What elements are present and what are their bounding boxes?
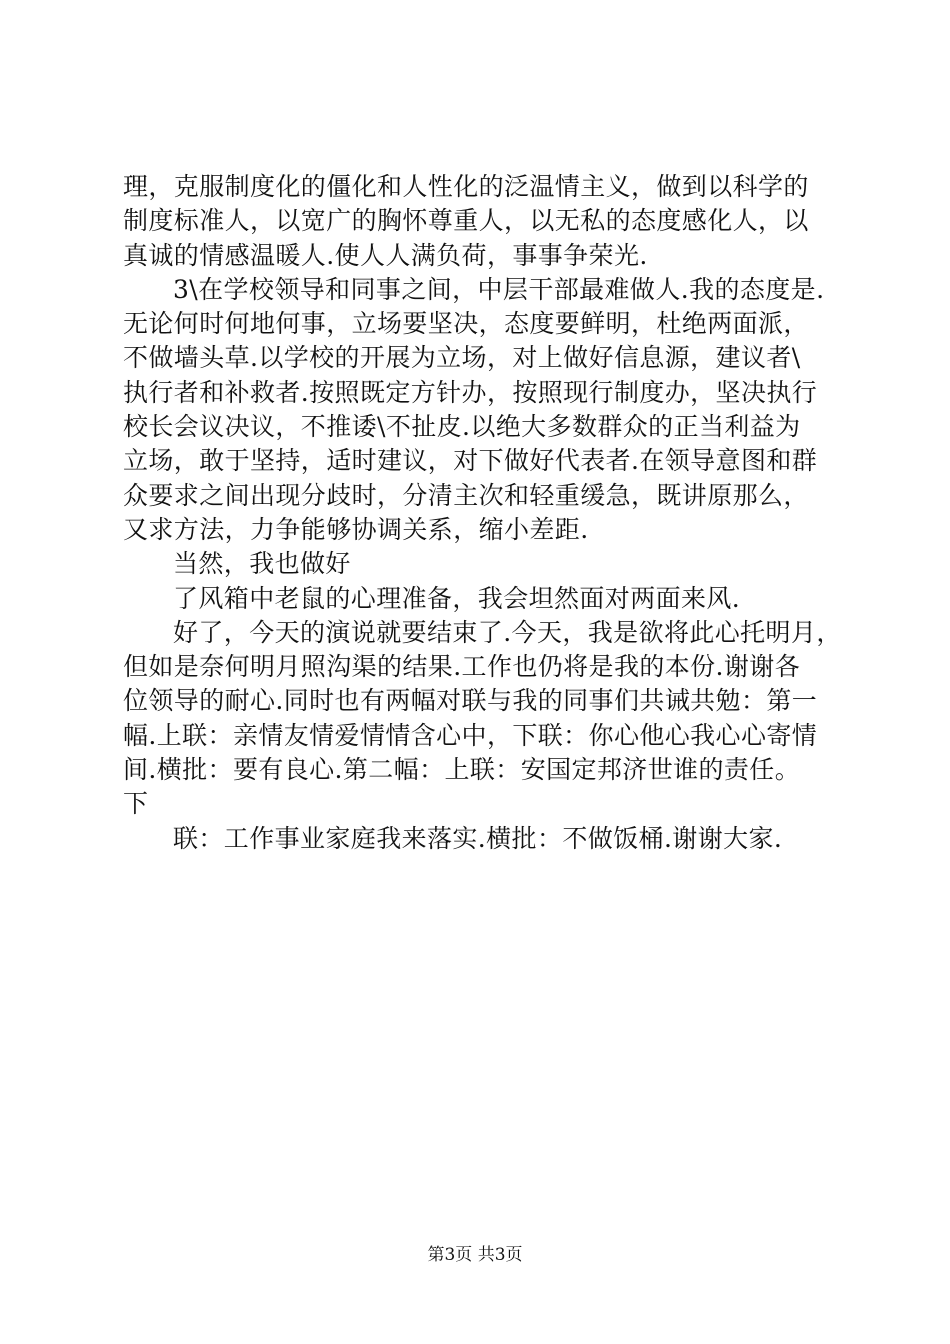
text-line: 下 bbox=[123, 789, 149, 819]
text-line: 又求方法，力争能够协调关系，缩小差距. bbox=[123, 514, 589, 544]
page-footer bbox=[0, 1244, 950, 1266]
text-line: 制度标准人，以宽广的胸怀尊重人，以无私的态度感化人，以 bbox=[123, 206, 809, 236]
text-line: 幅.上联：亲情友情爱情情含心中，下联：你心他心我心心寄情 bbox=[123, 720, 818, 750]
document-body bbox=[123, 170, 842, 856]
text-line: 众要求之间出现分歧时，分清主次和轻重缓急，既讲原那么， bbox=[123, 480, 809, 510]
text-line: 不做墙头草.以学校的开展为立场，对上做好信息源，建议者\ bbox=[123, 343, 801, 373]
text-line: 间.横批：要有良心.第二幅：上联：安国定邦济世谁的责任。 bbox=[123, 755, 801, 785]
text-line: 真诚的情感温暖人.使人人满负荷，事事争荣光. bbox=[123, 240, 648, 270]
text-line: 校长会议决议，不推诿\不扯皮.以绝大多数群众的正当利益为 bbox=[123, 412, 801, 442]
paragraph-start-line: 了风箱中老鼠的心理准备，我会坦然面对两面来风. bbox=[173, 583, 741, 613]
page-number-label: 第3页 共3页 bbox=[427, 1245, 523, 1265]
text-line: 立场，敢于坚持，适时建议，对下做好代表者.在领导意图和群 bbox=[123, 446, 818, 476]
paragraph-start-line: 当然，我也做好 bbox=[173, 549, 351, 579]
paragraph-start-line: 联：工作事业家庭我来落实.横批：不做饭桶.谢谢大家. bbox=[173, 823, 783, 853]
paragraph-start-line: 好了，今天的演说就要结束了.今天，我是欲将此心托明月， bbox=[173, 617, 842, 647]
text-line: 位领导的耐心.同时也有两幅对联与我的同事们共诫共勉：第一 bbox=[123, 686, 818, 716]
text-line: 无论何时何地何事，立场要坚决，态度要鲜明，杜绝两面派， bbox=[123, 309, 809, 339]
text-line: 但如是奈何明月照沟渠的结果.工作也仍将是我的本份.谢谢各 bbox=[123, 652, 801, 682]
text-line: 执行者和补救者.按照既定方针办，按照现行制度办，坚决执行 bbox=[123, 377, 818, 407]
text-line: 理，克服制度化的僵化和人性化的泛温情主义，做到以科学的 bbox=[123, 172, 809, 201]
paragraph-start-line: 3\在学校领导和同事之间，中层干部最难做人.我的态度是. bbox=[173, 274, 825, 304]
